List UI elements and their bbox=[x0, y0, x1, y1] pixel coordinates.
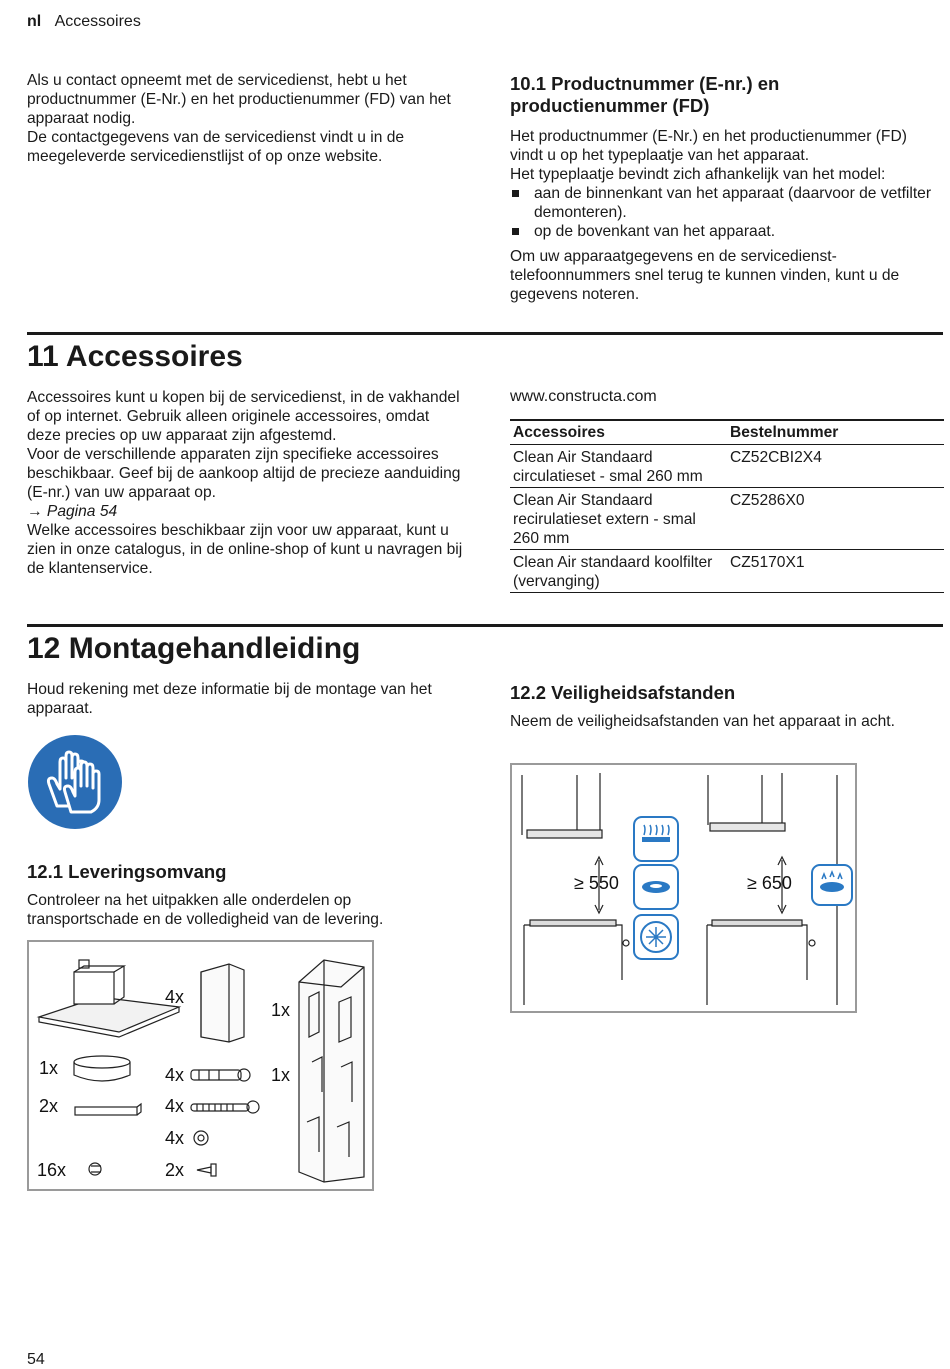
section-10-1-paragraph-1: Het productnummer (E-Nr.) en het productienummer (FD) vindt u op het typeplaatje van het apparaat. bbox=[510, 128, 907, 164]
delivery-scope-figure bbox=[27, 940, 374, 1191]
quantity-label: 4x bbox=[165, 987, 185, 1007]
section-11-title: 11 Accessoires bbox=[27, 340, 243, 373]
electric-hob-icon bbox=[634, 817, 678, 861]
gas-hob-icon bbox=[812, 865, 852, 905]
intro-block bbox=[27, 71, 467, 166]
list-item: aan de binnenkant van het apparaat (daarvoor de vetfilter demonteren). bbox=[510, 184, 940, 222]
section-divider bbox=[27, 624, 943, 627]
section-10-1-title-line1: 10.1 Productnummer (E-nr.) en bbox=[510, 73, 780, 94]
section-12-2-title: 12.2 Veiligheidsafstanden bbox=[510, 682, 736, 703]
fan-icon bbox=[634, 915, 678, 959]
hotplate-icon bbox=[634, 865, 678, 909]
quantity-label: 1x bbox=[271, 1000, 291, 1020]
quantity-label: 2x bbox=[165, 1160, 185, 1180]
section-11-paragraph-1: Accessoires kunt u kopen bij de servicedienst, in de vakhandel of op internet. Gebruik alleen originele accessoires, omdat deze precies op uw apparaat zijn afgestemd. bbox=[27, 389, 460, 444]
section-10-1 bbox=[510, 73, 940, 304]
quantity-label: 4x bbox=[165, 1096, 185, 1116]
page-header bbox=[27, 13, 141, 31]
section-12-title: 12 Montagehandleiding bbox=[27, 632, 361, 665]
table-row bbox=[510, 445, 944, 488]
intro-paragraph-2: De contactgegevens van de servicedienst vindt u in de meegeleverde servicedienstlijst of op onze website. bbox=[27, 129, 405, 165]
table-row bbox=[510, 488, 944, 550]
column-header-order-number: Bestelnummer bbox=[727, 420, 944, 445]
accessory-name: Clean Air Standaard recirulatieset extern - smal 260 mm bbox=[510, 488, 727, 550]
quantity-label: 2x bbox=[39, 1096, 59, 1116]
safety-distance-drawing bbox=[512, 765, 855, 1011]
section-11-text bbox=[27, 388, 463, 578]
quantity-label: 4x bbox=[165, 1128, 185, 1148]
distance-label-electric: ≥ 550 bbox=[574, 873, 619, 893]
header-section: Accessoires bbox=[54, 13, 141, 30]
section-12-1-title: 12.1 Leveringsomvang bbox=[27, 861, 227, 882]
section-12-1-text: Controleer na het uitpakken alle onderdelen op transportschade en de volledigheid van de levering. bbox=[27, 892, 384, 928]
website: www.constructa.com bbox=[510, 388, 657, 405]
table-header-row bbox=[510, 420, 944, 445]
page-number: 54 bbox=[27, 1351, 45, 1368]
order-number: CZ52CBI2X4 bbox=[727, 445, 944, 488]
quantity-label: 4x bbox=[165, 1065, 185, 1085]
section-12-intro: Houd rekening met deze informatie bij de montage van het apparaat. bbox=[27, 681, 432, 717]
section-11-paragraph-3: Welke accessoires beschikbaar zijn voor uw apparaat, kunt u zien in onze catalogus, in de online-shop of kunt u navragen bij de klantenservice. bbox=[27, 522, 463, 577]
quantity-label: 1x bbox=[271, 1065, 291, 1085]
section-10-1-paragraph-2: Het typeplaatje bevindt zich afhankelijk van het model: bbox=[510, 166, 886, 183]
section-12-2-text: Neem de veiligheidsafstanden van het apparaat in acht. bbox=[510, 713, 895, 730]
typeplate-location-list bbox=[510, 184, 940, 241]
delivery-parts-drawing bbox=[29, 942, 372, 1189]
safety-distance-figure bbox=[510, 763, 857, 1013]
list-item: op de bovenkant van het apparaat. bbox=[510, 222, 940, 241]
wear-gloves-icon bbox=[27, 734, 123, 830]
section-11-paragraph-2: Voor de verschillende apparaten zijn specifieke accessoires beschikbaar. Geef bij de aankoop altijd de precieze aanduiding (E-nr.) van uw apparaat op. bbox=[27, 446, 461, 501]
table-row bbox=[510, 550, 944, 593]
accessories-table bbox=[510, 419, 944, 593]
page-reference-link[interactable]: → Pagina 54 bbox=[27, 503, 118, 520]
section-10-1-title-line2: productienummer (FD) bbox=[510, 95, 710, 116]
section-10-1-paragraph-3: Om uw apparaatgegevens en de servicedienst-telefoonnummers snel terug te kunnen vinden, kunt u de gegevens noteren. bbox=[510, 248, 900, 303]
order-number: CZ5170X1 bbox=[727, 550, 944, 593]
quantity-label: 1x bbox=[39, 1058, 59, 1078]
intro-paragraph-1: Als u contact opneemt met de servicedienst, hebt u het productnummer (E-Nr.) en het productienummer (FD) van het apparaat nodig. bbox=[27, 72, 451, 127]
section-divider bbox=[27, 332, 943, 335]
column-header-accessories: Accessoires bbox=[510, 420, 727, 445]
distance-label-gas: ≥ 650 bbox=[747, 873, 792, 893]
accessories-table-wrapper bbox=[510, 419, 944, 593]
language-code: nl bbox=[27, 13, 42, 30]
order-number: CZ5286X0 bbox=[727, 488, 944, 550]
accessory-name: Clean Air Standaard circulatieset - smal 260 mm bbox=[510, 445, 727, 488]
quantity-label: 16x bbox=[37, 1160, 67, 1180]
accessory-name: Clean Air standaard koolfilter (vervanging) bbox=[510, 550, 727, 593]
